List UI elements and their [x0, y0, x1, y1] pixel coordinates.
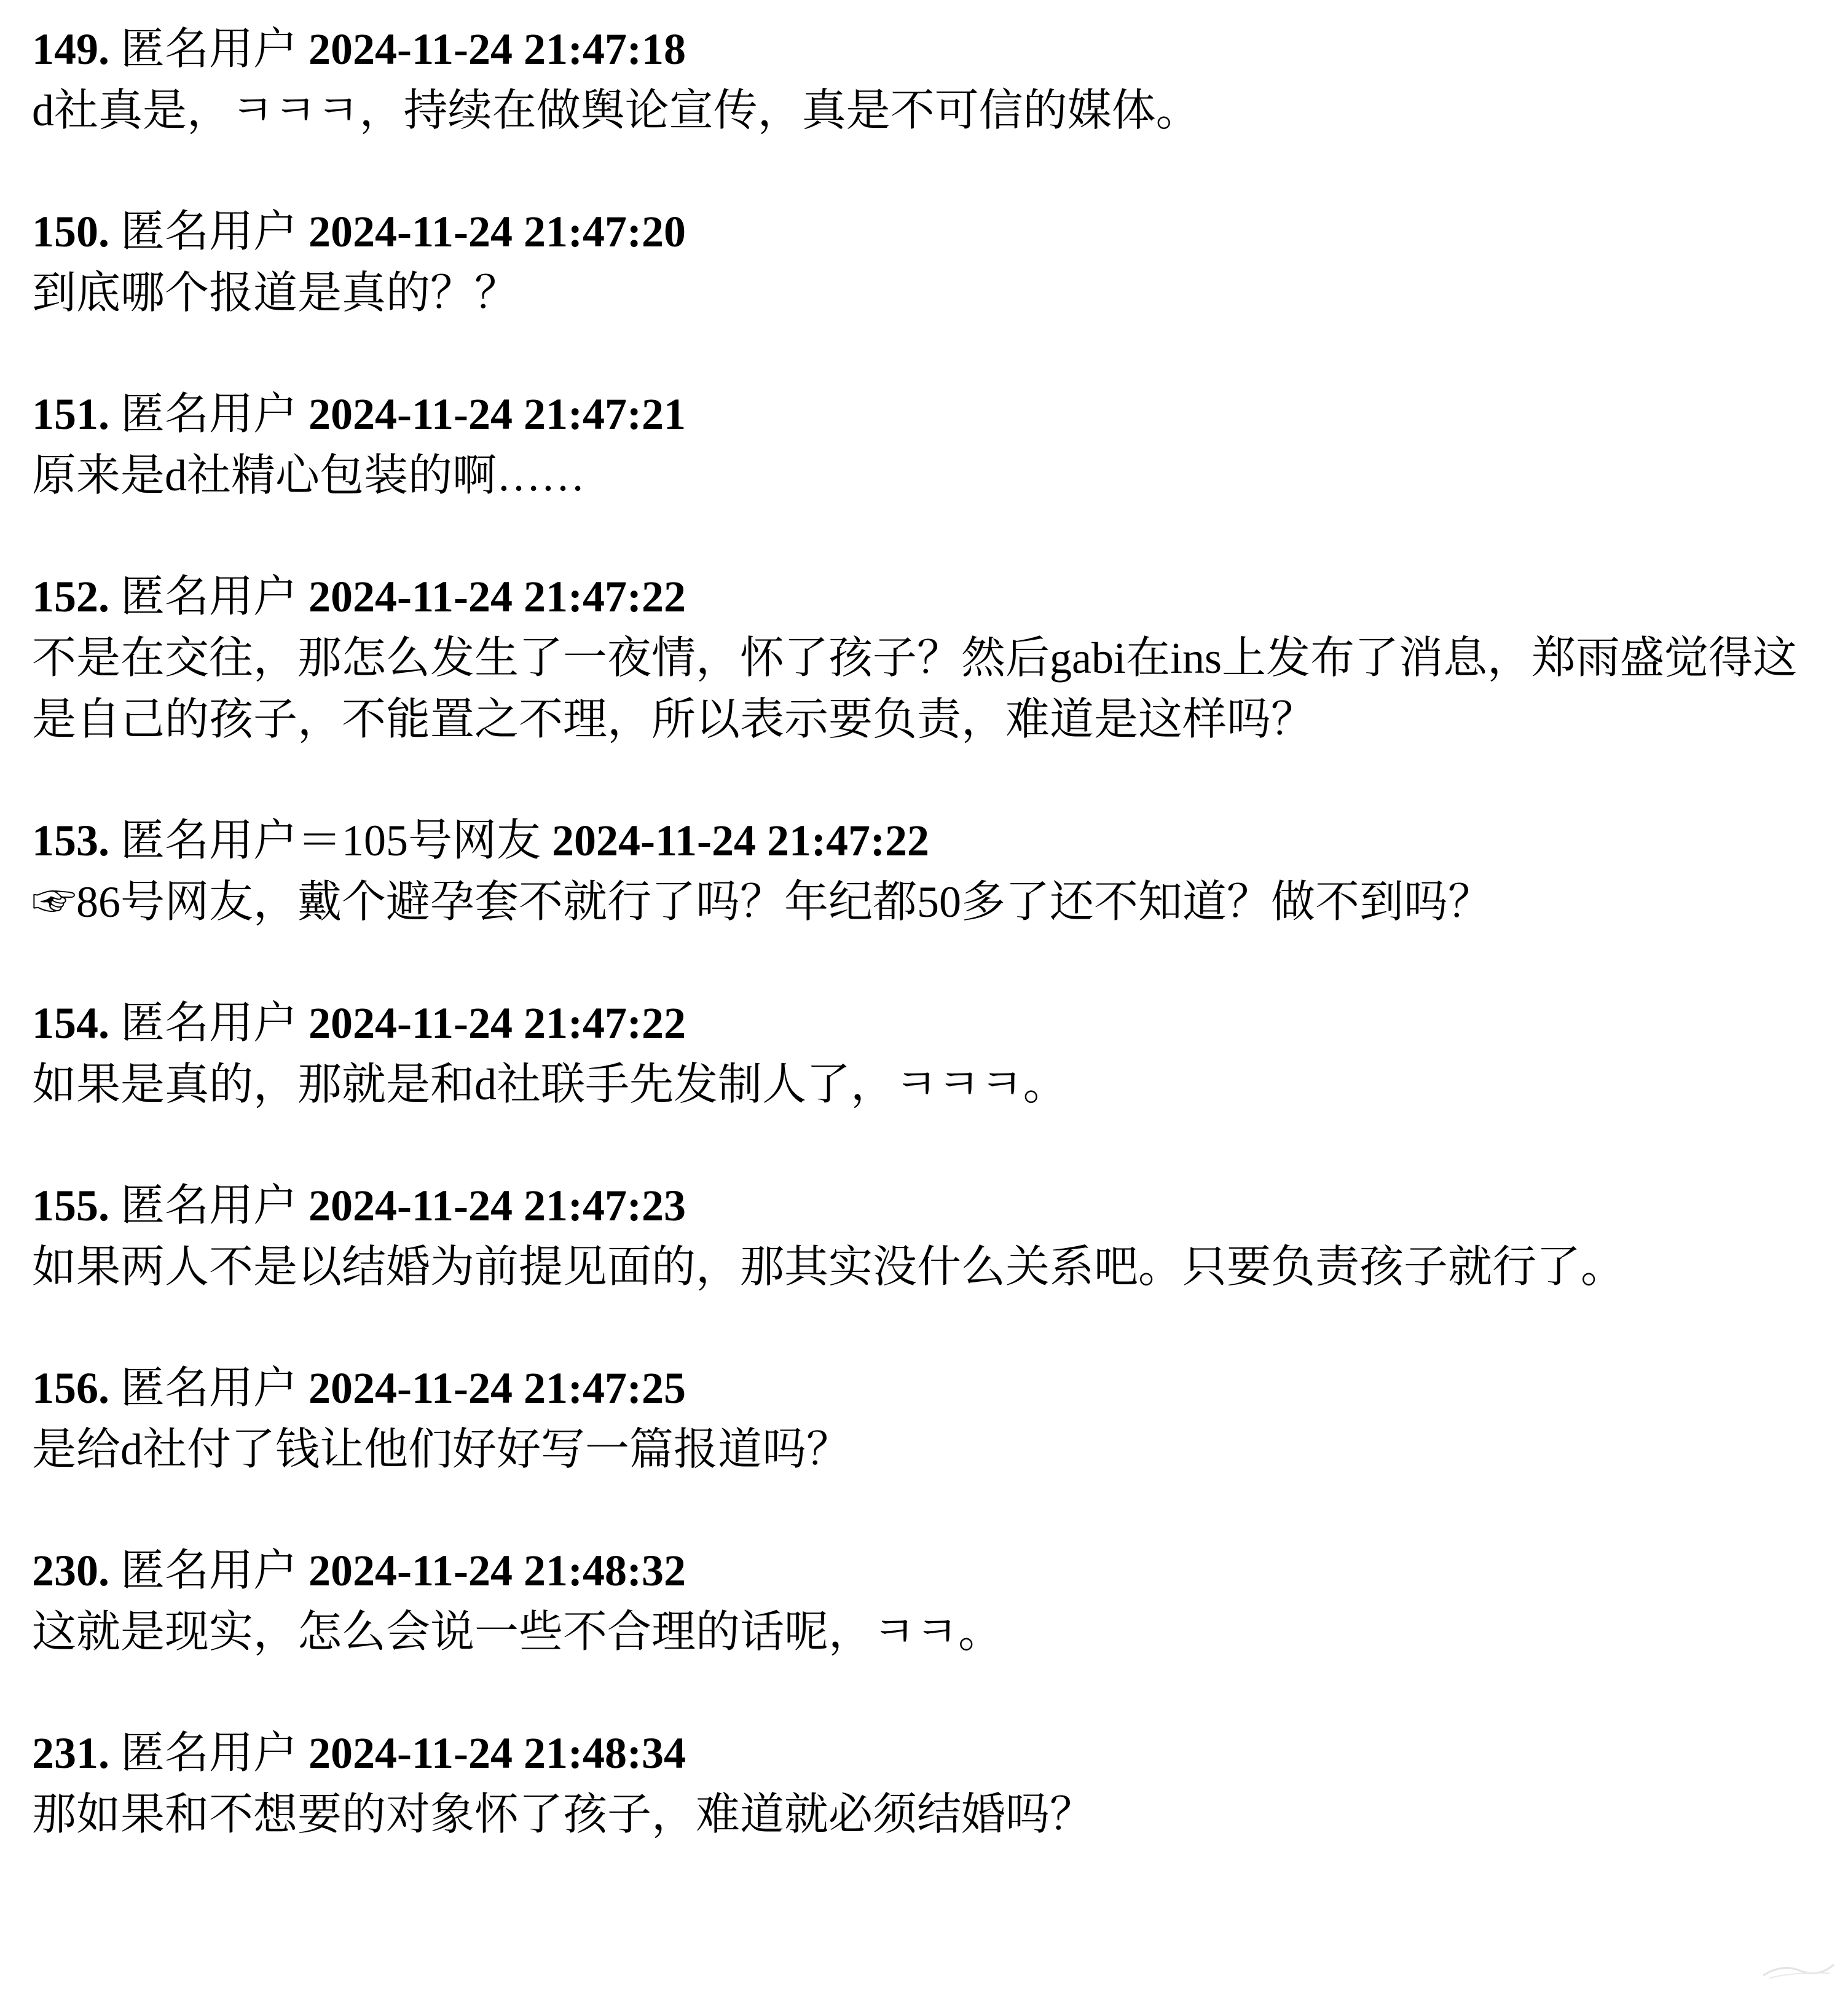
comment-text: 原来是d社精心包装的啊……	[32, 451, 586, 500]
comment-item	[32, 201, 1833, 324]
comment-meta	[32, 201, 1833, 262]
watermark-mark	[1757, 1957, 1837, 1982]
comment-timestamp: 2024-11-24 21:47:22	[309, 999, 686, 1048]
comment-text: 不是在交往，那怎么发生了一夜情，怀了孩子？然后gabi在ins上发布了消息，郑雨盛觉得这是自己的孩子，不能置之不理，所以表示要负责，难道是这样吗？	[32, 634, 1797, 744]
comment-index: 151.	[32, 390, 109, 439]
comment-username: 匿名用户	[120, 390, 298, 439]
comment-timestamp: 2024-11-24 21:48:32	[309, 1546, 686, 1595]
comment-index: 155.	[32, 1181, 109, 1230]
comment-text: 如果是真的，那就是和d社联手先发制人了，ㅋㅋㅋ。	[32, 1060, 1068, 1109]
comment-index: 156.	[32, 1364, 109, 1413]
comment-username: 匿名用户	[120, 1181, 298, 1230]
comment-list	[32, 18, 1833, 1905]
comment-username: 匿名用户	[120, 572, 298, 621]
comment-index: 230.	[32, 1546, 109, 1595]
comment-username: 匿名用户	[120, 1364, 298, 1413]
comment-item	[32, 1540, 1833, 1663]
comment-timestamp: 2024-11-24 21:47:22	[309, 572, 686, 621]
comment-username: 匿名用户	[120, 1546, 298, 1595]
comment-item	[32, 810, 1833, 933]
comment-timestamp: 2024-11-24 21:47:21	[309, 390, 686, 439]
comment-meta	[32, 566, 1833, 627]
comment-timestamp: 2024-11-24 21:48:34	[309, 1729, 686, 1778]
comment-item	[32, 992, 1833, 1115]
comment-text: 如果两人不是以结婚为前提见面的，那其实没什么关系吧。只要负责孩子就行了。	[32, 1242, 1626, 1292]
comment-timestamp: 2024-11-24 21:47:18	[309, 25, 686, 74]
comment-text: 是给d社付了钱让他们好好写一篇报道吗？	[32, 1425, 851, 1474]
comment-item	[32, 1357, 1833, 1480]
comment-username: 匿名用户	[120, 207, 298, 256]
comment-meta	[32, 992, 1833, 1054]
comment-index: 150.	[32, 207, 109, 256]
comment-index: 149.	[32, 25, 109, 74]
comment-timestamp: 2024-11-24 21:47:22	[552, 816, 929, 865]
comment-meta	[32, 1722, 1833, 1784]
comment-timestamp: 2024-11-24 21:47:25	[309, 1364, 686, 1413]
comment-username: 匿名用户	[120, 25, 298, 74]
comment-meta	[32, 1175, 1833, 1236]
comment-text: ☞86号网友，戴个避孕套不就行了吗？年纪都50多了还不知道？做不到吗？	[32, 877, 1493, 927]
comment-item	[32, 1722, 1833, 1845]
comment-meta	[32, 1540, 1833, 1601]
comment-index: 154.	[32, 999, 109, 1048]
comment-timestamp: 2024-11-24 21:47:23	[309, 1181, 686, 1230]
comment-meta	[32, 810, 1833, 871]
comment-username: 匿名用户	[120, 999, 298, 1048]
comment-text: d社真是，ㅋㅋㅋ，持续在做舆论宣传，真是不可信的媒体。	[32, 86, 1200, 135]
comment-meta	[32, 383, 1833, 445]
comment-item	[32, 383, 1833, 506]
comment-text: 到底哪个报道是真的？？	[32, 269, 519, 318]
comment-item	[32, 566, 1833, 750]
comment-index: 152.	[32, 572, 109, 621]
comment-text: 这就是现实，怎么会说一些不合理的话呢，ㅋㅋ。	[32, 1607, 1003, 1657]
comment-text: 那如果和不想要的对象怀了孩子，难道就必须结婚吗？	[32, 1790, 1095, 1839]
comment-meta	[32, 1357, 1833, 1419]
comment-username: 匿名用户	[120, 1729, 298, 1778]
comment-item	[32, 1175, 1833, 1298]
comment-index: 231.	[32, 1729, 109, 1778]
comment-item	[32, 18, 1833, 141]
comment-index: 153.	[32, 816, 109, 865]
comment-meta	[32, 18, 1833, 80]
comment-username: 匿名用户＝105号网友	[120, 816, 541, 865]
comment-timestamp: 2024-11-24 21:47:20	[309, 207, 686, 256]
